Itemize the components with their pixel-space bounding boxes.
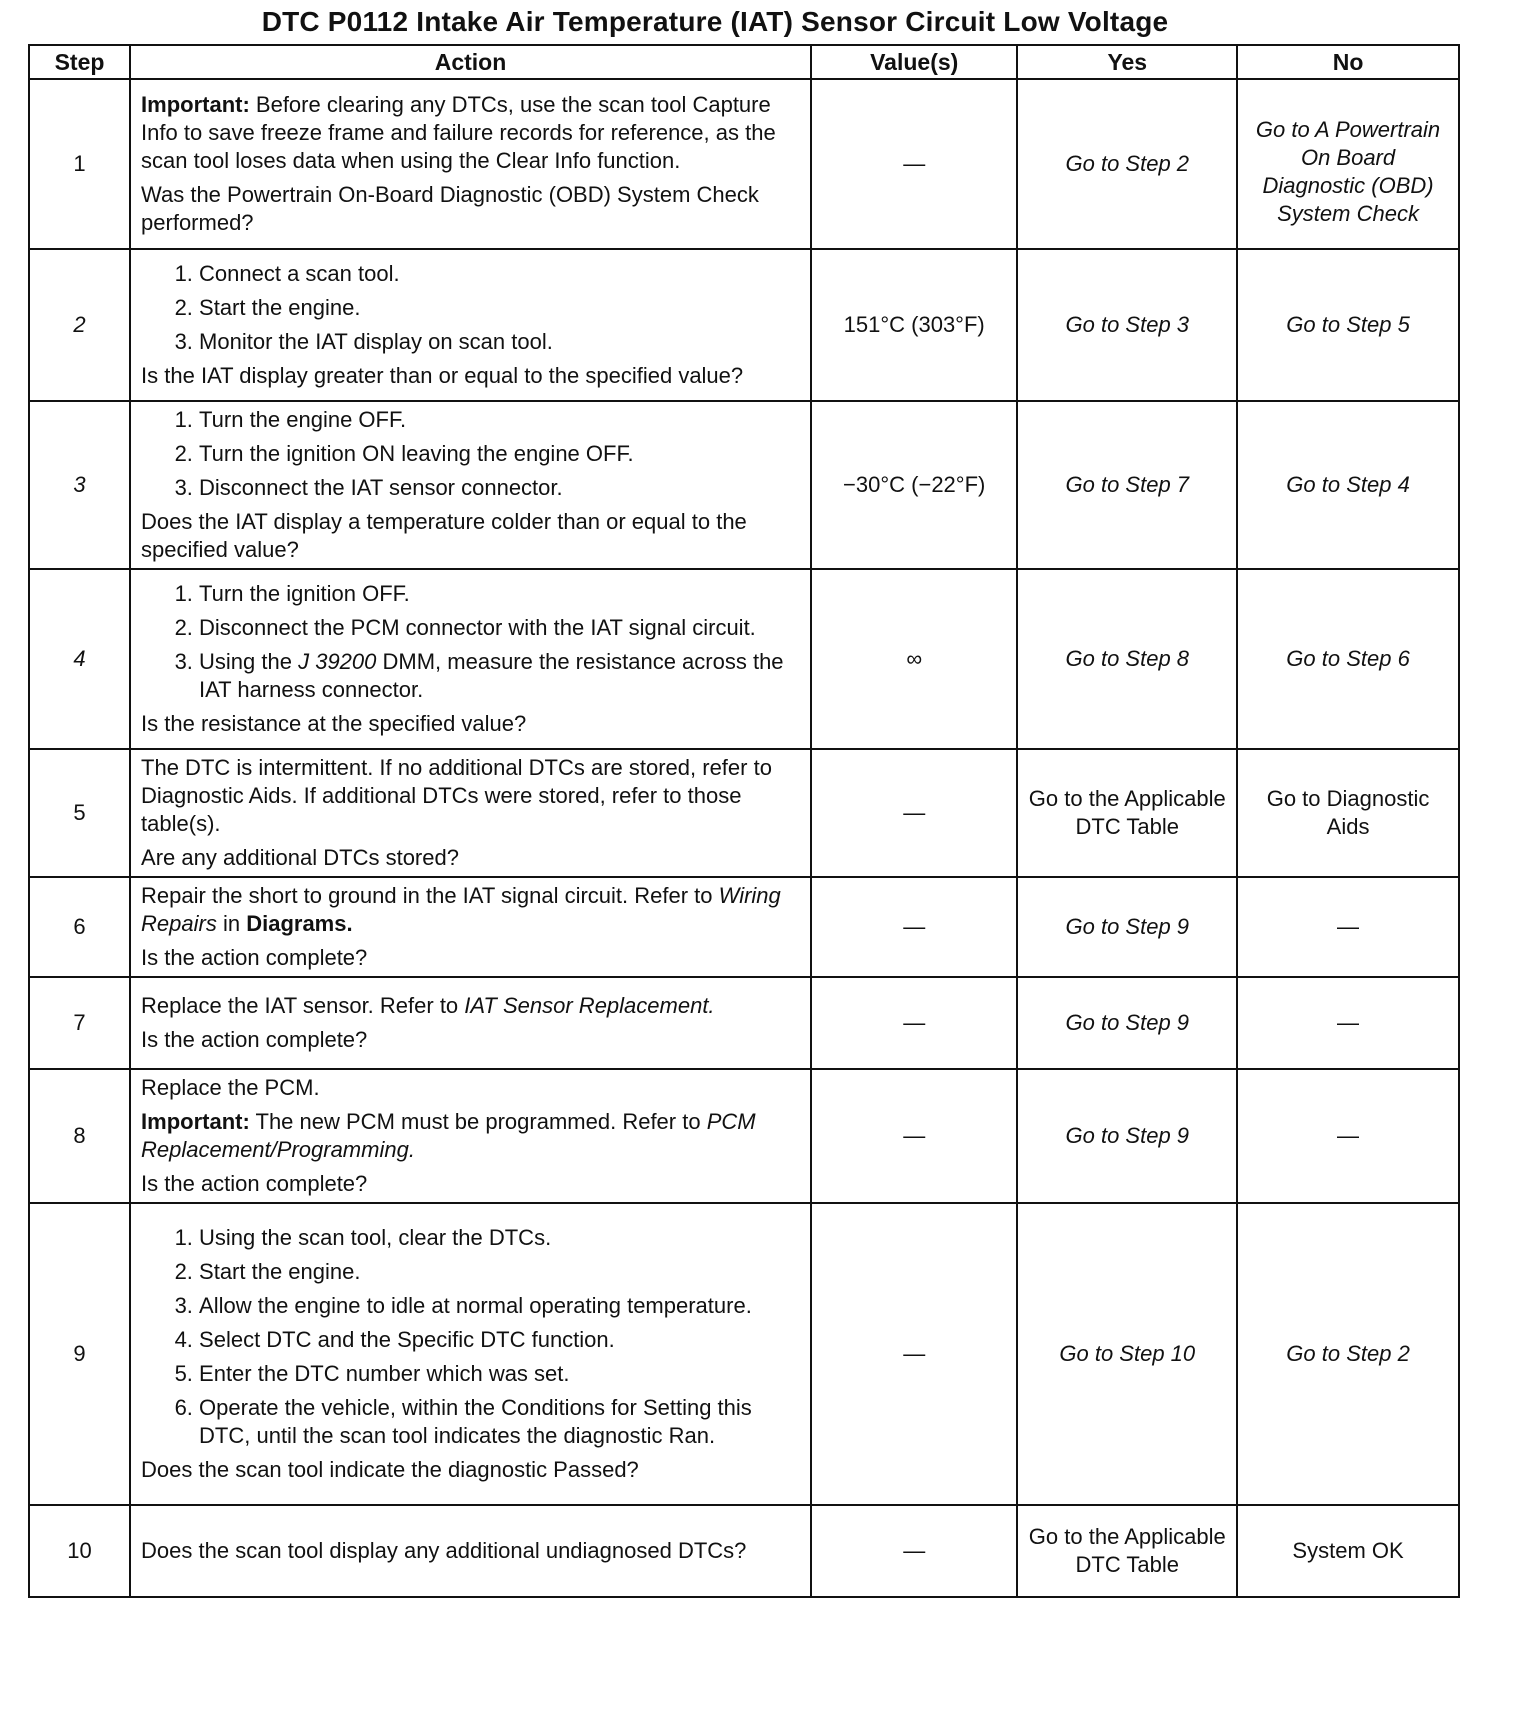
list-item: 1. Turn the ignition OFF. — [199, 580, 800, 608]
value-cell: — — [811, 749, 1017, 877]
yes-cell: Go to Step 3 — [1017, 249, 1237, 401]
list-item: 1. Connect a scan tool. — [199, 260, 800, 288]
action-cell — [130, 749, 811, 877]
header-action: Action — [130, 45, 811, 79]
procedure-list — [141, 260, 800, 356]
action-text-mid: in — [216, 911, 247, 936]
no-cell: Go to Step 2 — [1237, 1203, 1459, 1505]
header-no: No — [1237, 45, 1459, 79]
action-cell — [130, 977, 811, 1069]
list-item: 2. Start the engine. — [199, 294, 800, 322]
question-text: Is the action complete? — [141, 1171, 368, 1196]
action-cell — [130, 1069, 811, 1203]
action-cell — [130, 249, 811, 401]
question-text: Is the resistance at the specified value? — [141, 711, 527, 736]
important-label: Important: — [141, 1109, 250, 1134]
diagnostic-table — [28, 44, 1460, 1598]
tool-reference: J 39200 — [298, 649, 377, 674]
step-number: 3 — [29, 401, 130, 569]
yes-cell: Go to Step 2 — [1017, 79, 1237, 249]
table-row — [29, 1203, 1459, 1505]
step-number: 5 — [29, 749, 130, 877]
table-row — [29, 977, 1459, 1069]
yes-cell: Go to Step 9 — [1017, 1069, 1237, 1203]
important-text: The new PCM must be programmed. Refer to — [249, 1109, 707, 1134]
list-item: 6. Operate the vehicle, within the Conditions for Setting this DTC, until the scan tool indicates the diagnostic Ran. — [199, 1394, 800, 1450]
yes-cell: Go to Step 10 — [1017, 1203, 1237, 1505]
header-step: Step — [29, 45, 130, 79]
no-cell: Go to Step 6 — [1237, 569, 1459, 749]
yes-cell: Go to Step 9 — [1017, 977, 1237, 1069]
question-text: Is the action complete? — [141, 1027, 368, 1052]
no-cell — [1237, 79, 1459, 249]
yes-cell: Go to the Applicable DTC Table — [1017, 1505, 1237, 1597]
list-item: 2. Disconnect the PCM connector with the IAT signal circuit. — [199, 614, 800, 642]
action-text: Replace the IAT sensor. Refer to — [141, 993, 465, 1018]
reference-link: PCM Replacement/Programming. — [141, 1109, 756, 1162]
step-number: 8 — [29, 1069, 130, 1203]
value-cell: — — [811, 977, 1017, 1069]
value-cell: — — [811, 79, 1017, 249]
value-cell: — — [811, 1069, 1017, 1203]
step-number: 6 — [29, 877, 130, 977]
table-header-row — [29, 45, 1459, 79]
list-item: 3. Allow the engine to idle at normal operating temperature. — [199, 1292, 800, 1320]
action-text: The DTC is intermittent. If no additional DTCs are stored, refer to Diagnostic Aids. If additional DTCs were stored, refer to those table(s). — [141, 755, 772, 836]
question-text: Is the action complete? — [141, 945, 368, 970]
action-cell — [130, 569, 811, 749]
table-row — [29, 249, 1459, 401]
table-row — [29, 749, 1459, 877]
step-number: 10 — [29, 1505, 130, 1597]
question-text: Was the Powertrain On-Board Diagnostic (OBD) System Check performed? — [141, 182, 759, 235]
table-row — [29, 79, 1459, 249]
no-cell: — — [1237, 1069, 1459, 1203]
procedure-list — [141, 406, 800, 502]
question-text: Are any additional DTCs stored? — [141, 845, 459, 870]
list-item: 5. Enter the DTC number which was set. — [199, 1360, 800, 1388]
list-item: 1. Turn the engine OFF. — [199, 406, 800, 434]
yes-cell: Go to Step 7 — [1017, 401, 1237, 569]
step-number: 9 — [29, 1203, 130, 1505]
value-cell: ∞ — [811, 569, 1017, 749]
procedure-list — [141, 580, 800, 704]
value-cell: — — [811, 1505, 1017, 1597]
action-cell — [130, 79, 811, 249]
no-cell: — — [1237, 977, 1459, 1069]
step-number: 2 — [29, 249, 130, 401]
question-text: Does the IAT display a temperature colder than or equal to the specified value? — [141, 509, 747, 562]
item-suffix: DMM, measure the resistance across the IAT harness connector. — [199, 649, 784, 702]
list-item: 2. Turn the ignition ON leaving the engine OFF. — [199, 440, 800, 468]
step-number: 1 — [29, 79, 130, 249]
question-text: Is the IAT display greater than or equal to the specified value? — [141, 363, 744, 388]
value-cell: −30°C (−22°F) — [811, 401, 1017, 569]
no-cell: System OK — [1237, 1505, 1459, 1597]
value-cell: — — [811, 877, 1017, 977]
action-cell — [130, 1203, 811, 1505]
important-label: Important: — [141, 92, 250, 117]
step-number: 7 — [29, 977, 130, 1069]
list-item: 1. Using the scan tool, clear the DTCs. — [199, 1224, 800, 1252]
list-item: 2. Start the engine. — [199, 1258, 800, 1286]
value-cell: 151°C (303°F) — [811, 249, 1017, 401]
reference-section: Diagrams. — [246, 911, 353, 936]
reference-link: IAT Sensor Replacement. — [464, 993, 715, 1018]
step-number: 4 — [29, 569, 130, 749]
no-cell: Go to Step 4 — [1237, 401, 1459, 569]
question-text: Does the scan tool display any additional undiagnosed DTCs? — [141, 1538, 747, 1563]
action-text: Repair the short to ground in the IAT signal circuit. Refer to — [141, 883, 719, 908]
table-row — [29, 569, 1459, 749]
value-cell: — — [811, 1203, 1017, 1505]
yes-cell: Go to Step 9 — [1017, 877, 1237, 977]
list-item — [199, 648, 800, 704]
table-row — [29, 1505, 1459, 1597]
no-cell: — — [1237, 877, 1459, 977]
yes-cell: Go to the Applicable DTC Table — [1017, 749, 1237, 877]
table-row — [29, 401, 1459, 569]
list-item: 3. Monitor the IAT display on scan tool. — [199, 328, 800, 356]
no-cell: Go to Diagnostic Aids — [1237, 749, 1459, 877]
list-item: 3. Disconnect the IAT sensor connector. — [199, 474, 800, 502]
page-title: DTC P0112 Intake Air Temperature (IAT) Sensor Circuit Low Voltage — [261, 6, 1169, 37]
action-cell — [130, 877, 811, 977]
procedure-list — [141, 1224, 800, 1450]
table-row — [29, 1069, 1459, 1203]
no-cell: Go to Step 5 — [1237, 249, 1459, 401]
important-text: Before clearing any DTCs, use the scan tool Capture Info to save freeze frame and failure records for reference, as the scan tool loses data when using the Clear Info function. — [141, 92, 776, 173]
reference-link: Wiring Repairs — [141, 883, 781, 936]
action-text: Replace the PCM. — [141, 1075, 320, 1100]
no-prefix: Go to — [1255, 117, 1316, 142]
item-prefix: Using the — [199, 649, 299, 674]
header-values: Value(s) — [811, 45, 1017, 79]
table-row — [29, 877, 1459, 977]
question-text: Does the scan tool indicate the diagnostic Passed? — [141, 1457, 639, 1482]
header-yes: Yes — [1017, 45, 1237, 79]
yes-cell: Go to Step 8 — [1017, 569, 1237, 749]
action-cell — [130, 401, 811, 569]
action-cell — [130, 1505, 811, 1597]
list-item: 4. Select DTC and the Specific DTC function. — [199, 1326, 800, 1354]
no-link-text: A Powertrain On Board Diagnostic (OBD) System Check — [1262, 117, 1441, 226]
